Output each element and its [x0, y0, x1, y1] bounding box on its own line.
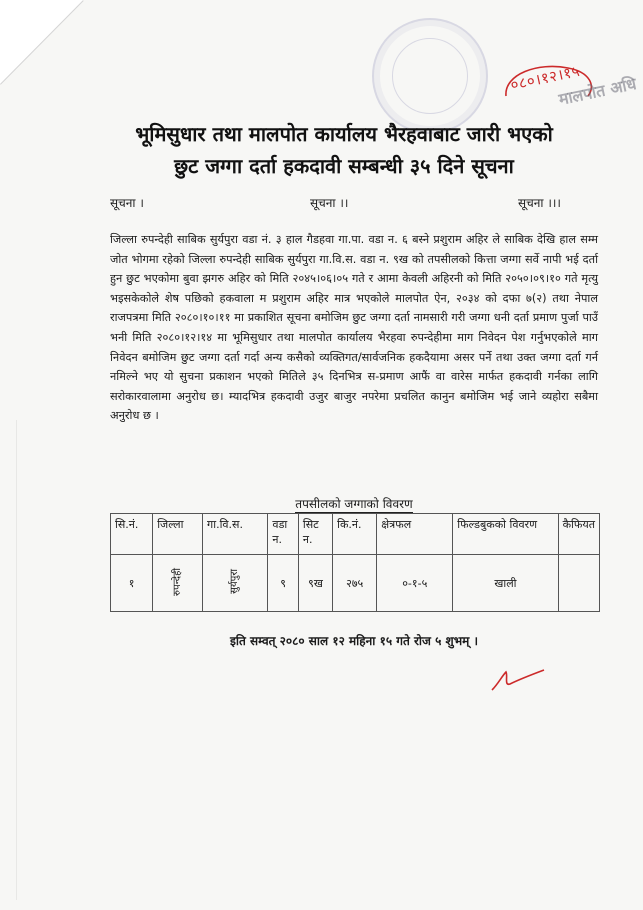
header-district: जिल्ला [153, 514, 203, 555]
header-plot: कि.नं. [333, 514, 377, 555]
cell-serial: १ [111, 555, 153, 612]
header-sheet: सिट न. [298, 514, 332, 555]
cell-plot: २७५ [333, 555, 377, 612]
title-line-2: छुट जग्गा दर्ता हकदावी सम्बन्धी ३५ दिने सूचना [174, 154, 514, 178]
cell-sheet: ९ख [298, 555, 332, 612]
corner-seal-text: मालपोत अधि [556, 74, 638, 109]
land-details-table [110, 513, 600, 612]
cell-remarks [558, 555, 599, 612]
table-header-row [111, 514, 600, 555]
cell-area: ०-१-५ [377, 555, 453, 612]
closing-line: इति सम्वत् २०८० साल १२ महिना १५ गते रोज ५ शुभम् । [229, 634, 479, 648]
notice-label-1: सूचना । [110, 196, 144, 210]
title-line-1: भूमिसुधार तथा मालपोत कार्यालय भैरहवाबाट जारी भएको [135, 122, 553, 146]
header-fieldbook: फिल्डबुकको विवरण [453, 514, 558, 555]
paper-crease [16, 420, 17, 900]
notice-body: जिल्ला रुपन्देही साबिक सुर्यपुरा वडा नं. ३ हाल गैडहवा गा.पा. वडा न. ६ बस्ने प्रशुराम अहिर ले साबिक देखि हाल सम्म जोत भोगमा रहेको जिल्ला रुपन्देही साबिक सुर्यपुरा गा.वि.स. वडा न. ९ख को तपसीलको कित्ता जग्गा सर्वे नापी भई दर्ता हुन छुट भएकोमा बुवा झगरु अहिर को मिति २०४५।०६।०५ गते र आमा केवली अहिरनी को मिति २०५०।०९।१० गते मृत्यु भइसकेकोले शेष पछिको हकवाला म प्रशुराम अहिर मात्र भएकोले मालपोत ऐन, २०३४ को दफा ७(२) तथा नेपाल राजपत्रमा मिति २०८०।१०।११ मा प्रकाशित सूचना बमोजिम छुट जग्गा दर्ता नामसारी गरी जग्गा धनी दर्ता प्रमाण पुर्जा पाउँ भनी मिति २०८०।१२।१४ मा भूमिसुधार तथा मालपोत कार्यालय भैरहवा रुपन्देहीमा माग निवेदन पेश गर्नुभएकोले माग निवेदन बमोजिम छुट जग्गा दर्ता गर्दा अन्य कसैको व्यक्तिगत/सार्वजनिक हकदैयामा असर पर्ने तथा उक्त जग्गा दर्ता गर्न नमिल्ने भए यो सुचना प्रकाशन भएको मितिले ३५ दिनभित्र स-प्रमाण आफैं वा वारेस मार्फत हकदावी गर्नका लागि सरोकारवालामा अनुरोध छ। म्यादभित्र हकदावी उजुर बाजुर नपरेमा प्रचलित कानुन बमोजिम भई जाने व्यहोरा सबैमा अनुरोध छ । [110, 233, 598, 423]
table-title [110, 495, 598, 512]
table-row [111, 555, 600, 612]
cell-district [153, 555, 203, 612]
notice-label-2: सूचना ।। [310, 196, 349, 210]
table-title-text: तपसीलको जग्गाको विवरण [295, 497, 413, 511]
stamp-ring [392, 38, 468, 114]
header-area: क्षेत्रफल [377, 514, 453, 555]
cell-district-text: रुपन्देही [171, 567, 183, 596]
office-stamp-icon [372, 18, 488, 134]
header-serial: सि.नं. [111, 514, 153, 555]
document-title [84, 118, 604, 182]
header-remarks: कैफियत [558, 514, 599, 555]
notice-label-3: सूचना ।।। [518, 196, 561, 210]
cell-vdc [203, 555, 268, 612]
header-ward: वडा न. [268, 514, 298, 555]
cell-ward: ९ [268, 555, 298, 612]
notice-labels [110, 194, 590, 214]
red-handwritten-date: ०८०।१२।१५ [508, 61, 582, 95]
signature-icon [488, 662, 548, 698]
cell-fieldbook: खाली [453, 555, 558, 612]
header-vdc: गा.वि.स. [203, 514, 268, 555]
cell-vdc-text: सुर्यपुरा [229, 569, 241, 594]
